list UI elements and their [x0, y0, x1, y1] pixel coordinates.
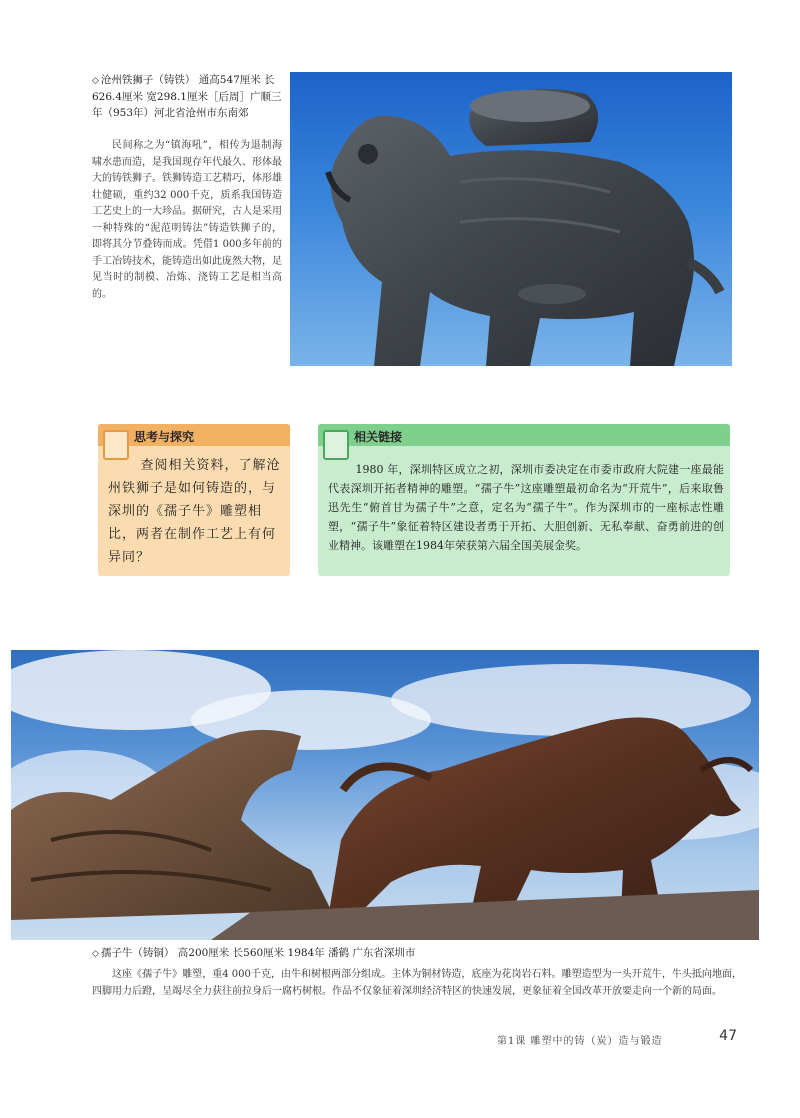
lion-caption-text: 沧州铁狮子（铸铁） 通高547厘米 长626.4厘米 宽298.1厘米［后周］广顺三年（953年）河北省沧州市东南郊: [92, 74, 282, 119]
think-title: 思考与探究: [134, 430, 195, 444]
iron-lion-image: [290, 72, 732, 366]
note-icon: [323, 430, 349, 460]
bull-caption-text: 孺子牛（铸铜） 高200厘米 长560厘米 1984年 潘鹤 广东省深圳市: [100, 947, 416, 959]
caption-marker: ◇: [92, 76, 99, 86]
related-link-box: [318, 424, 730, 576]
link-text: 1980 年，深圳特区成立之初，深圳市委决定在市委市政府大院建一座最能代表深圳开拓者精神的雕塑。“孺子牛”这座雕塑最初命名为“开荒牛”，后来取鲁迅先生“俯首甘为孺子牛”之意，定名为“孺子牛”。作为深圳市的一座标志性雕塑，“孺子牛”象征着特区建设者勇于开拓、大胆创新、无私奉献、奋勇前进的创业精神。该雕塑在1984年荣获第六届全国美展金奖。: [328, 463, 724, 552]
page-number: 47: [719, 1028, 737, 1044]
bull-description: 这座《孺子牛》雕塑，重4 000千克，由牛和树根两部分组成。主体为铜材铸造，底座为花岗岩石料。雕塑造型为一头开荒牛，牛头抵向地面，四脚用力后蹬，呈竭尽全力获往前拉身后一腐朽树根。作品不仅象征着深圳经济特区的快速发展，更象征着全国改革开放要走向一个新的局面。: [92, 969, 742, 997]
bull-caption: [92, 945, 732, 962]
think-text: 查阅相关资料，了解沧州铁狮子是如何铸造的，与深圳的《孺子牛》雕塑相比，两者在制作工艺上有何异同？: [108, 458, 281, 565]
lion-photo: [290, 72, 732, 366]
lion-caption: [92, 72, 282, 121]
lion-description: 民间称之为“镇海吼”，相传为退制海啸水患而造，是我国现存年代最久、形体最大的铸铁狮子。铁狮铸造工艺精巧，体形雄壮健硕，重约32 000千克，质系我国铸造工艺史上的一大珍品。据研究，古人是采用一种特殊的“泥范明铸法”铸造铁狮子的，即将其分节叠铸而成。凭借1 000多年前的手工冶铸技术，能铸造出如此庞然大物，足见当时的制模、冶炼、浇铸工艺是相当高的。: [92, 140, 282, 300]
think-and-explore-box: [98, 424, 290, 576]
bull-photo: [11, 650, 759, 940]
page-footer: [497, 1028, 737, 1048]
caption-marker: ◇: [92, 949, 99, 959]
lesson-title: 第1课 雕塑中的铸（炭）造与锻造: [497, 1036, 663, 1047]
bronze-bull-image: [11, 650, 759, 940]
link-title: 相关链接: [354, 430, 403, 444]
